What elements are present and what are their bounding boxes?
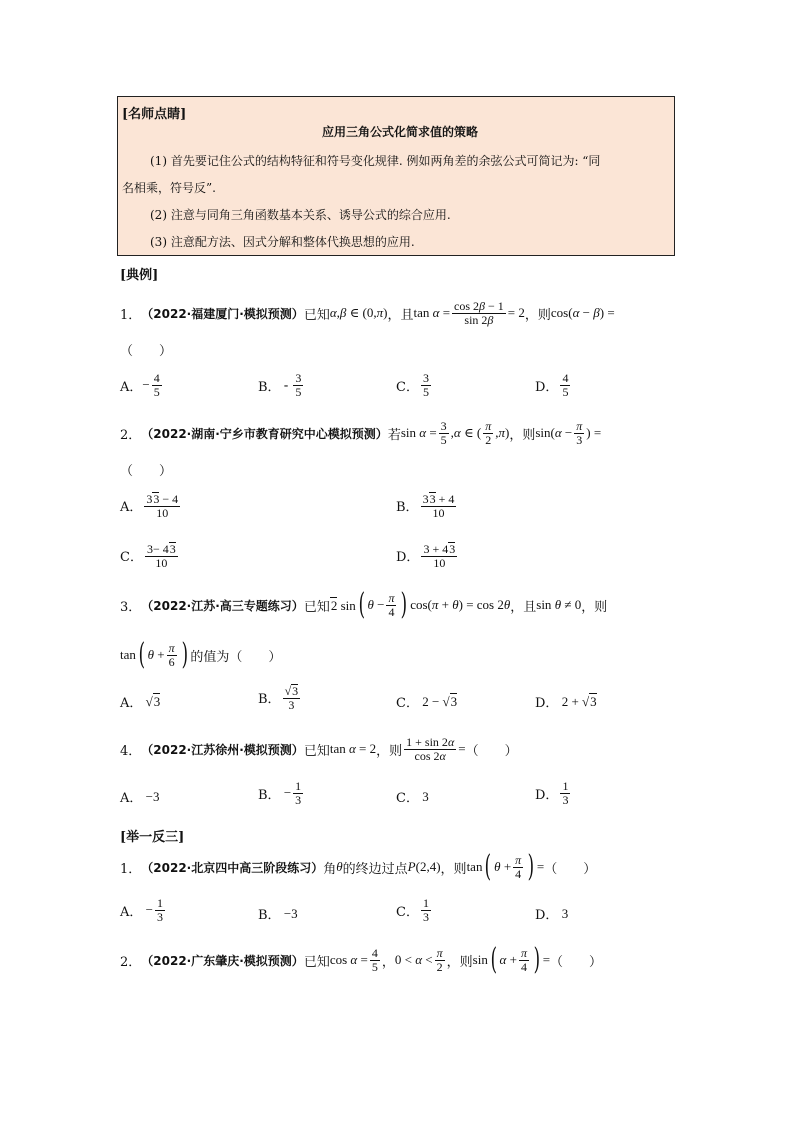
q1-option-c-label: C． [396, 379, 419, 395]
q3-frac-pi4: $\frac{\pi}{4}$ [388, 590, 395, 619]
section-examples: [典例] [120, 268, 159, 283]
q2-option-d-value: $\frac{3 + 43}{10}$ [423, 542, 456, 570]
p1-paren: （ ） [544, 861, 597, 877]
q1-stem: 已知 [303, 307, 330, 323]
q1-option-b-label: B． [258, 379, 281, 395]
p2-then: ，则 [446, 954, 473, 970]
tip-header: [名师点睛] [122, 107, 187, 122]
q4-option-c-label: C． [396, 791, 419, 806]
tip-paragraph-1a: (1) 首先要记住公式的结构特征和符号变化规律. 例如两角差的余弦公式可简记为: “同 [150, 154, 601, 168]
q4-stem: 已知 [303, 743, 330, 759]
q3-big-paren-open: ( [358, 587, 365, 622]
q3-option-d[interactable] [535, 692, 597, 711]
p1-option-c[interactable] [396, 897, 433, 923]
q3-big-paren-close: ) [401, 587, 408, 622]
question-3-line-2: tan ( θ + $\frac{\pi}{6}$ ) 的值为（ ） [120, 637, 282, 672]
q3-option-c[interactable] [396, 692, 457, 711]
q1-option-b[interactable]: B． - $\frac{3}{5}$ [258, 371, 302, 399]
q1-option-c[interactable] [396, 372, 433, 398]
q2-stem: 若 [387, 427, 401, 443]
q3-option-c-label: C． [396, 696, 419, 711]
p2-comma: ， [381, 954, 395, 970]
q2-option-a-label: A． [120, 500, 143, 516]
q2-option-a-value: $\frac{33 - 4}{10}$ [146, 492, 179, 520]
q4-eq: = [458, 741, 466, 757]
p2-stem: 已知 [303, 954, 330, 970]
q3-option-a-value: √3 [142, 694, 161, 709]
p1-theta: θ [336, 859, 343, 874]
p1-stem: 角 [323, 861, 337, 877]
q2-option-a[interactable] [120, 492, 182, 519]
practice-2: 2． （2022·广东肇庆·模拟预测） 已知 cos α = $\frac{4}{5}$ ， 0 < α < $\frac{\pi}{2}$ ，则 sin ( α + $\frac{\pi}{4}$ ) = （ ） [120, 942, 603, 977]
q3-math-lhs: 2 sin [330, 597, 356, 613]
q1-option-d[interactable] [535, 372, 572, 398]
q4-option-c[interactable] [396, 787, 429, 806]
p2-big-paren-open: ( [490, 942, 497, 977]
q1-and: ，且 [387, 307, 414, 323]
q3-theta: θ [367, 597, 374, 612]
question-1 [120, 300, 615, 326]
p2-cos: cos α = [329, 952, 368, 967]
q2-paren: （ ） [120, 464, 173, 479]
q3-option-d-label: D． [535, 696, 559, 711]
p1-option-d-value: 3 [558, 905, 569, 921]
q2-source: （2022·湖南·宁乡市教育研究中心模拟预测） [141, 426, 388, 441]
p1-option-a-label: A． [120, 904, 143, 920]
q3-math-rhs: cos(π + θ) = cos 2θ [410, 597, 511, 612]
p2-frac-pi4: $\frac{\pi}{4}$ [520, 945, 527, 974]
q3-math-cond: sin θ ≠ 0 [536, 597, 582, 612]
q1-option-b-value: $\frac{3}{5}$ [295, 371, 302, 399]
tip-title: 应用三角公式化简求值的策略 [322, 125, 479, 139]
q1-option-a-label: A． [120, 379, 143, 395]
p1-option-a-value: $\frac{1}{3}$ [156, 896, 163, 924]
q1-math-domain: α,β [329, 305, 347, 321]
q4-number: 4． [120, 743, 142, 759]
q2-math-range-end: ,π) [495, 425, 510, 441]
q2-frac-35: $\frac{3}{5}$ [440, 419, 447, 447]
q3-frac-pi6: $\frac{\pi}{6}$ [168, 640, 175, 669]
p1-option-b-label: B． [258, 908, 281, 923]
q3-then: ，则 [581, 599, 608, 615]
q4-then: ，则 [376, 743, 403, 759]
q3-ask: 的值为（ ） [190, 649, 282, 665]
p1-option-c-label: C． [396, 904, 419, 920]
q4-source: （2022·江苏徐州·模拟预测） [141, 742, 304, 757]
question-3: 3． （2022·江苏·高三专题练习） 已知 2 sin ( θ − $\frac{\pi}{4}$ ) cos(π + θ) = cos 2θ ，且 sin θ ≠ 0 ，则 [120, 587, 608, 622]
q4-paren: （ ） [465, 743, 518, 759]
q4-option-c-value: 3 [418, 788, 429, 804]
q4-option-a-label: A． [120, 791, 143, 806]
tip-box [117, 96, 675, 256]
q1-option-d-label: D． [535, 379, 559, 395]
p1-then: ，则 [440, 861, 467, 877]
tip-paragraph-1b: 名相乘，符号反”. [122, 181, 216, 195]
p1-eq: = [536, 859, 545, 874]
q1-math-eq2: = 2 [507, 305, 525, 321]
q2-option-d-label: D． [396, 550, 420, 566]
q2-math-sin: sin α = [400, 425, 437, 441]
q3-big-paren-open-2: ( [138, 637, 145, 672]
q1-math-tan: tan α = [413, 305, 451, 321]
p2-alpha: α [499, 952, 507, 967]
q4-option-d[interactable] [535, 780, 572, 806]
q2-option-b-label: B． [396, 500, 419, 516]
q4-option-b-label: B． [258, 787, 281, 803]
q2-option-c-value: $\frac{3- 43}{10}$ [146, 542, 176, 570]
q1-source: （2022·福建厦门·模拟预测） [141, 306, 304, 321]
p1-option-b[interactable] [258, 904, 298, 923]
section-practice: [举一反三] [120, 830, 185, 845]
p1-frac-pi4: $\frac{\pi}{4}$ [515, 852, 522, 881]
p2-sin: sin [472, 952, 488, 967]
q2-option-d[interactable] [396, 542, 459, 569]
tip-paragraph-2: (2) 注意与同角三角函数基本关系、诱导公式的综合应用. [150, 208, 451, 222]
q3-number: 3． [120, 599, 142, 615]
practice-1: 1． （2022·北京四中高三阶段练习） 角 θ 的终边过点 P(2,4) ，则 tan ( θ + $\frac{\pi}{4}$ ) = （ ） [120, 849, 597, 884]
q1-math-pi: π [376, 305, 384, 321]
p2-eq: = [542, 952, 551, 967]
p1-option-a[interactable]: A． − $\frac{1}{3}$ [120, 896, 163, 924]
q1-option-c-value: $\frac{3}{5}$ [422, 371, 429, 399]
p2-big-paren-close: ) [533, 942, 541, 977]
p2-paren: （ ） [550, 954, 603, 970]
p2-source: （2022·广东肇庆·模拟预测） [141, 953, 304, 968]
q3-theta-2: θ [147, 647, 154, 662]
q2-frac-pi2: $\frac{\pi}{2}$ [485, 419, 492, 447]
q3-option-b-value: $\frac{√3}{3}$ [284, 684, 299, 712]
q3-math-tan: tan [120, 647, 136, 662]
q2-option-c[interactable] [120, 542, 180, 569]
q1-math-target: cos(α − β) = [550, 305, 615, 321]
q3-option-b-label: B． [258, 692, 281, 708]
p1-theta-2: θ [494, 859, 501, 874]
q1-math-in: ∈ (0, [346, 305, 377, 321]
q1-option-a-value: $\frac{4}{5}$ [153, 371, 160, 399]
q3-and: ，且 [510, 599, 537, 615]
q3-option-b[interactable] [258, 684, 302, 711]
q4-option-b-value: $\frac{1}{3}$ [295, 779, 302, 807]
q2-number: 2． [120, 427, 142, 443]
q3-big-paren-close-2: ) [181, 637, 188, 672]
q4-math-tan: tan α = 2 [329, 741, 377, 757]
question-4 [120, 736, 518, 762]
q4-option-d-label: D． [535, 787, 559, 803]
p1-option-c-value: $\frac{1}{3}$ [422, 896, 429, 924]
q1-then: ，则 [524, 307, 551, 323]
q3-option-d-value: 2 + √3 [558, 694, 597, 709]
p1-option-d[interactable] [535, 904, 568, 923]
q1-number: 1． [120, 307, 142, 323]
q2-math-target: sin(α − [535, 425, 573, 441]
q1-fraction: $\frac{\cos 2\beta - 1}{\sin 2\beta}$ [454, 299, 504, 327]
tip-paragraph-3: (3) 注意配方法、因式分解和整体代换思想的应用. [150, 235, 415, 249]
q4-fraction: $\frac{1 + \sin 2\alpha}{\cos 2\alpha}$ [406, 735, 455, 763]
p2-range: 0 < α < [394, 952, 433, 967]
p1-point: P(2,4) [407, 859, 441, 874]
question-2 [120, 420, 601, 446]
p2-number: 2． [120, 954, 142, 970]
q4-option-a-value: −3 [142, 788, 160, 804]
q3-option-a[interactable] [120, 692, 160, 711]
p1-option-d-label: D． [535, 908, 559, 923]
p2-frac-45: $\frac{4}{5}$ [371, 945, 378, 974]
q2-then: ，则 [509, 427, 536, 443]
q1-math-close: ) [383, 305, 388, 321]
q2-math-range: ,α ∈ ( [450, 425, 482, 441]
p1-tan: tan [466, 859, 483, 874]
q2-option-b-value: $\frac{33 + 4}{10}$ [422, 492, 455, 520]
q2-option-c-label: C． [120, 550, 143, 566]
p1-mid: 的终边过点 [342, 861, 408, 877]
q3-stem: 已知 [303, 599, 330, 615]
p1-big-paren-open: ( [485, 849, 492, 884]
q3-source: （2022·江苏·高三专题练习） [141, 598, 304, 613]
p1-number: 1． [120, 861, 142, 877]
q3-option-c-value: 2 − √3 [418, 694, 458, 709]
q4-option-a[interactable] [120, 787, 159, 806]
p1-big-paren-close: ) [527, 849, 535, 884]
q2-frac-pi3: $\frac{\pi}{3}$ [576, 419, 583, 447]
q3-option-a-label: A． [120, 696, 143, 711]
p2-frac-pi2: $\frac{\pi}{2}$ [436, 945, 443, 974]
q1-option-a[interactable]: A． − $\frac{4}{5}$ [120, 371, 160, 399]
q2-math-target-end: ) = [586, 425, 602, 441]
q2-option-b[interactable] [396, 492, 458, 519]
q4-option-b[interactable]: B． − $\frac{1}{3}$ [258, 779, 302, 807]
p1-source: （2022·北京四中高三阶段练习） [141, 860, 324, 875]
q4-option-d-value: $\frac{1}{3}$ [562, 779, 569, 807]
p1-option-b-value: −3 [280, 905, 298, 921]
q1-paren: （ ） [120, 344, 173, 359]
q1-option-d-value: $\frac{4}{5}$ [562, 371, 569, 399]
